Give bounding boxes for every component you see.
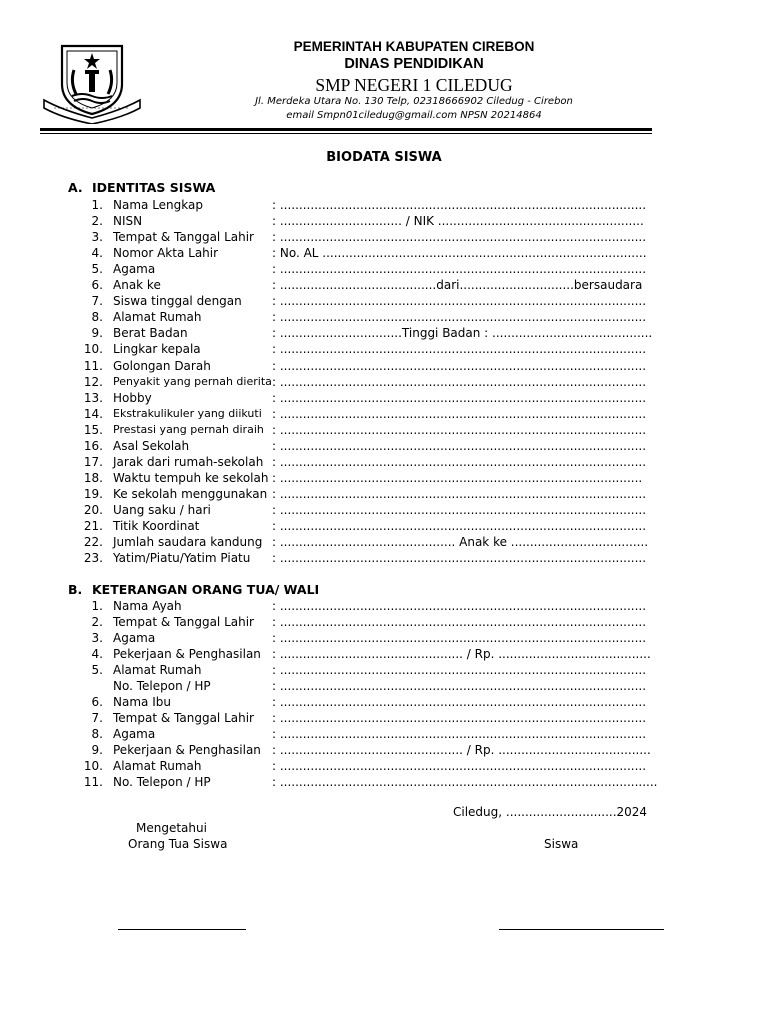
field-label: Alamat Rumah	[113, 310, 202, 325]
field-label: Yatim/Piatu/Yatim Piatu	[113, 551, 251, 566]
field-label: Alamat Rumah	[113, 663, 202, 677]
field-number: 13.	[83, 390, 103, 405]
field-fill-line[interactable]: : ................................................................................................	[272, 486, 647, 501]
field-label: No. Telepon / HP	[113, 679, 211, 693]
field-number: 12.	[83, 374, 103, 389]
field-label: Berat Badan	[113, 326, 188, 341]
field-label: Penyakit yang pernah dierita	[113, 374, 272, 388]
field-label: Nomor Akta Lahir	[113, 246, 219, 261]
signature-line-student[interactable]	[499, 929, 664, 930]
field-number: 11.	[83, 358, 103, 373]
field-fill-line[interactable]: : ................................................................................................	[272, 519, 647, 533]
field-fill-line[interactable]: : ................................................................................................	[272, 454, 647, 469]
field-label: Asal Sekolah	[113, 438, 190, 453]
field-label: Agama	[113, 631, 156, 645]
field-number: 2.	[91, 214, 103, 229]
header-department-name: DINAS PENDIDIKAN	[344, 56, 484, 72]
field-fill-line[interactable]: : ................................................................................................	[272, 599, 647, 613]
header-contact: email Smpn01ciledug@gmail.com NPSN 20214864	[286, 110, 542, 121]
header-divider-thick	[40, 128, 652, 131]
signature-acknowledged-label: Mengetahui	[136, 821, 207, 835]
field-fill-line[interactable]: : ................................Tinggi Badan : ..........................................	[272, 326, 653, 341]
field-label: Anak ke	[113, 278, 161, 293]
field-number: 9.	[91, 326, 103, 341]
section-b-letter: B.	[68, 582, 83, 597]
field-number: 8.	[91, 310, 103, 325]
field-number: 14.	[83, 406, 103, 421]
field-number: 6.	[91, 278, 103, 293]
field-fill-line[interactable]: : ................................................................................................	[272, 294, 647, 309]
section-b-title: KETERANGAN ORANG TUA/ WALI	[92, 582, 320, 597]
field-fill-line[interactable]: : No. AL .....................................................................................	[272, 246, 647, 261]
field-fill-line[interactable]: : ................................................................................................	[272, 711, 647, 725]
field-number: 19.	[83, 486, 103, 501]
field-label: Alamat Rumah	[113, 759, 202, 773]
field-fill-line[interactable]: : .............................................. Anak ke ....................................	[272, 535, 649, 550]
document-title: BIODATA SISWA	[326, 150, 442, 165]
field-fill-line[interactable]: : ................................................................................................	[272, 374, 647, 389]
field-fill-line[interactable]: : ................................................................................................	[272, 422, 647, 437]
field-fill-line[interactable]: : ................................................ / Rp. ........................................	[272, 743, 651, 757]
field-fill-line[interactable]: : ................................................................................................	[272, 358, 647, 373]
field-number: 10.	[83, 759, 103, 773]
field-fill-line[interactable]: : ................................ / NIK ......................................................	[272, 214, 644, 229]
field-fill-line[interactable]: : ................................................................................................	[272, 310, 647, 325]
field-fill-line[interactable]: : ................................................................................................	[272, 230, 647, 245]
field-number: 21.	[83, 519, 103, 533]
field-label: Nama Ayah	[113, 599, 182, 613]
field-number: 2.	[91, 615, 103, 629]
field-fill-line[interactable]: : ................................................ / Rp. ........................................	[272, 647, 651, 661]
field-label: Agama	[113, 727, 156, 741]
field-number: 5.	[91, 262, 103, 277]
field-fill-line[interactable]: : ................................................................................................	[272, 727, 647, 741]
field-label: Pekerjaan & Penghasilan	[113, 743, 261, 757]
field-number: 3.	[91, 230, 103, 245]
field-fill-line[interactable]: : ................................................................................................	[272, 631, 647, 645]
signature-student-label: Siswa	[544, 837, 579, 851]
field-label: Siswa tinggal dengan	[113, 294, 242, 309]
field-number: 10.	[83, 342, 103, 357]
field-fill-line[interactable]: : ................................................................................................	[272, 390, 647, 405]
field-number: 17.	[83, 454, 103, 469]
field-fill-line[interactable]: : ................................................................................................	[272, 198, 647, 212]
field-number: 18.	[83, 470, 103, 485]
field-label: Nama Lengkap	[113, 198, 203, 212]
field-fill-line[interactable]: : ...................................................................................................	[272, 775, 658, 789]
field-number: 15.	[83, 422, 103, 437]
field-number: 11.	[83, 775, 103, 789]
field-number: 20.	[83, 502, 103, 517]
field-fill-line[interactable]: : ................................................................................................	[272, 342, 647, 357]
section-a-heading	[68, 180, 215, 195]
field-number: 9.	[91, 743, 103, 757]
field-label: Pekerjaan & Penghasilan	[113, 647, 261, 661]
field-fill-line[interactable]: : ................................................................................................	[272, 679, 647, 693]
field-number: 1.	[91, 599, 103, 613]
field-fill-line[interactable]: : ................................................................................................	[272, 406, 647, 421]
field-number: 4.	[91, 246, 103, 261]
field-label: NISN	[113, 214, 143, 229]
field-label: Hobby	[113, 390, 152, 405]
field-fill-line[interactable]: : ................................................................................................	[272, 502, 647, 517]
field-fill-line[interactable]: : ................................................................................................	[272, 438, 647, 453]
field-number: 7.	[91, 294, 103, 309]
header-address: Jl. Merdeka Utara No. 130 Telp, 02318666902 Ciledug - Cirebon	[255, 96, 573, 107]
field-fill-line[interactable]: : ................................................................................................	[272, 615, 647, 629]
field-number: 22.	[83, 535, 103, 550]
field-fill-line[interactable]: : .........................................dari..............................bersaudara	[272, 278, 643, 293]
field-number: 1.	[91, 198, 103, 212]
section-a-title: IDENTITAS SISWA	[92, 180, 216, 195]
field-label: Uang saku / hari	[113, 502, 211, 517]
field-fill-line[interactable]: : ................................................................................................	[272, 551, 647, 566]
field-number: 23.	[83, 551, 103, 566]
field-label: Titik Koordinat	[113, 519, 200, 533]
header-divider-thin	[40, 133, 652, 134]
section-a-letter: A.	[68, 180, 83, 195]
field-label: Lingkar kepala	[113, 342, 201, 357]
field-fill-line[interactable]: : ................................................................................................	[272, 759, 647, 773]
field-number: 16.	[83, 438, 103, 453]
field-fill-line[interactable]: : ................................................................................................	[272, 262, 647, 277]
field-label: Golongan Darah	[113, 358, 211, 373]
header-school-name: SMP NEGERI 1 CILEDUG	[315, 75, 513, 95]
field-label: Waktu tempuh ke sekolah	[113, 470, 269, 485]
field-label: Tempat & Tanggal Lahir	[113, 230, 254, 245]
signature-line-parent[interactable]	[118, 929, 246, 930]
field-number: 3.	[91, 631, 103, 645]
field-label: Ke sekolah menggunakan	[113, 486, 268, 501]
field-number: 6.	[91, 695, 103, 709]
field-fill-line[interactable]: : ................................................................................................	[272, 695, 647, 709]
field-number: 5.	[91, 663, 103, 677]
field-label: Jumlah saudara kandung	[113, 535, 263, 550]
field-number: 7.	[91, 711, 103, 725]
field-label: Nama Ibu	[113, 695, 171, 709]
field-fill-line[interactable]: : ...............................................................................................	[272, 470, 643, 485]
field-number: 8.	[91, 727, 103, 741]
header-government-name: PEMERINTAH KABUPATEN CIREBON	[293, 39, 535, 54]
section-b-heading	[68, 582, 319, 597]
field-label: Tempat & Tanggal Lahir	[113, 711, 254, 725]
field-fill-line[interactable]: : ................................................................................................	[272, 663, 647, 677]
field-label: No. Telepon / HP	[113, 775, 211, 789]
field-label: Prestasi yang pernah diraih	[113, 422, 264, 436]
field-label: Tempat & Tanggal Lahir	[113, 615, 254, 629]
signature-parent-label: Orang Tua Siswa	[128, 837, 228, 851]
field-label: Jarak dari rumah-sekolah	[113, 454, 264, 469]
field-label: Ekstrakulikuler yang diikuti	[113, 406, 262, 420]
field-label: Agama	[113, 262, 156, 277]
field-number: 4.	[91, 647, 103, 661]
signature-date: Ciledug, .............................2024	[453, 805, 648, 819]
